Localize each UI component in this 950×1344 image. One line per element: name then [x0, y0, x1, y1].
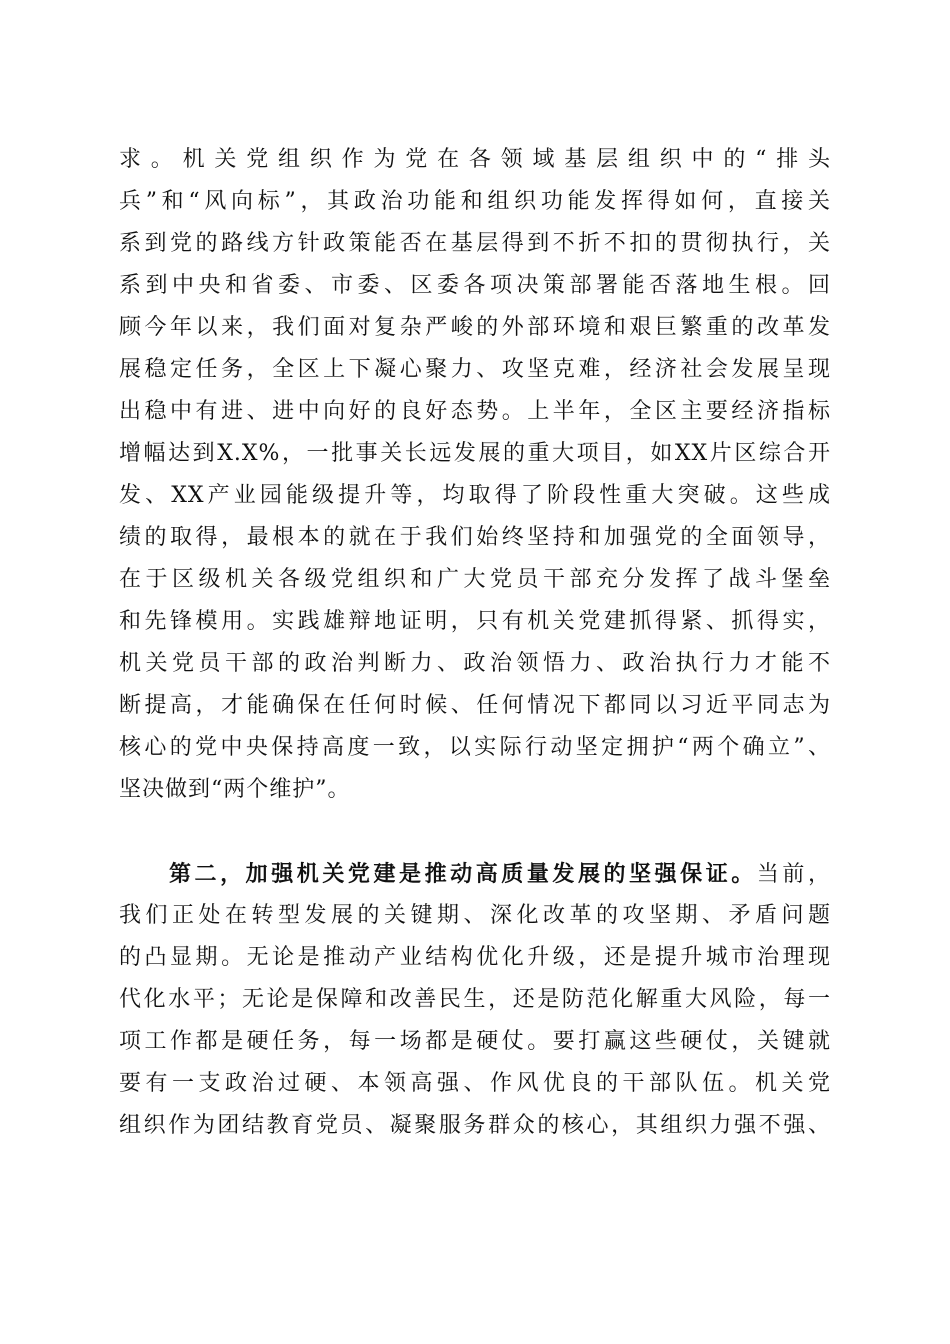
text-line: 发、XX产业园能级提升等，均取得了阶段性重大突破。这些成	[119, 483, 831, 508]
text-line: 系到党的路线方针政策能否在基层得到不折不扣的贯彻执行，关	[119, 231, 831, 256]
text-line: 出稳中有进、进中向好的良好态势。上半年，全区主要经济指标	[119, 399, 831, 424]
text-line: 兵”和“风向标”，其政治功能和组织功能发挥得如何，直接关	[119, 189, 831, 214]
text-line: 我们正处在转型发展的关键期、深化改革的攻坚期、矛盾问题	[119, 903, 831, 928]
paragraph-heading: 第二，加强机关党建是推动高质量发展的坚强保证。	[169, 861, 757, 887]
text-line: 坚决做到“两个维护”。	[119, 777, 351, 802]
text-line: 系到中央和省委、市委、区委各项决策部署能否落地生根。回	[119, 273, 831, 298]
text-line: 求。机关党组织作为党在各领域基层组织中的“排头	[119, 147, 831, 172]
text-line: 和先锋模用。实践雄辩地证明，只有机关党建抓得紧、抓得实，	[119, 609, 831, 634]
text-line: 的凸显期。无论是推动产业结构优化升级，还是提升城市治理现	[119, 945, 831, 970]
text-line: 要有一支政治过硬、本领高强、作风优良的干部队伍。机关党	[119, 1071, 831, 1096]
paragraph-heading-line	[169, 854, 831, 894]
text-line: 展稳定任务，全区上下凝心聚力、攻坚克难，经济社会发展呈现	[119, 357, 831, 382]
text-line: 绩的取得，最根本的就在于我们始终坚持和加强党的全面领导，	[119, 525, 831, 550]
text-line: 顾今年以来，我们面对复杂严峻的外部环境和艰巨繁重的改革发	[119, 315, 831, 340]
text-line: 代化水平；无论是保障和改善民生，还是防范化解重大风险，每一	[119, 987, 831, 1012]
text-line: 断提高，才能确保在任何时候、任何情况下都同以习近平同志为	[119, 693, 831, 718]
text-line: 项工作都是硬任务，每一场都是硬仗。要打赢这些硬仗，关键就	[119, 1029, 831, 1054]
text-line: 在于区级机关各级党组织和广大党员干部充分发挥了战斗堡垒	[119, 567, 831, 592]
text-line: 增幅达到X.X%，一批事关长远发展的重大项目，如XX片区综合开	[119, 441, 831, 466]
text-line: 组织作为团结教育党员、凝聚服务群众的核心，其组织力强不强、	[119, 1113, 831, 1138]
text-line: 核心的党中央保持高度一致，以实际行动坚定拥护“两个确立”、	[119, 735, 831, 760]
text-line: 机关党员干部的政治判断力、政治领悟力、政治执行力才能不	[119, 651, 831, 676]
paragraph-heading-tail: 当前，	[756, 862, 831, 887]
